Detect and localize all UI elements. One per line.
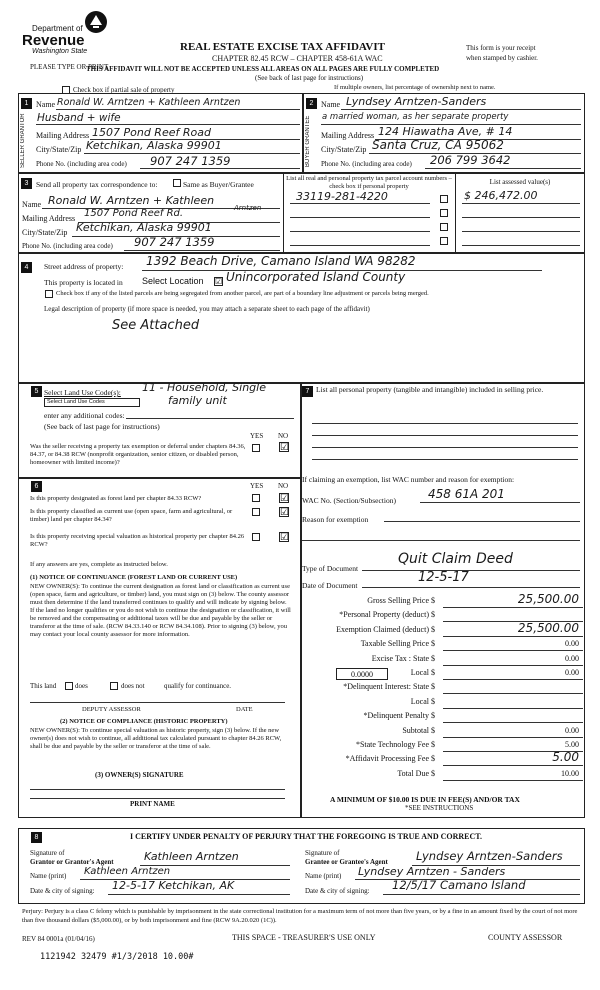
seller-city-state-zip[interactable]: Ketchikan, Alaska 99901 xyxy=(86,139,222,152)
qualify-label: qualify for continuance. xyxy=(164,682,232,690)
receipt-note-1: This form is your receipt xyxy=(466,44,536,52)
s2-city-label: City/State/Zip xyxy=(321,145,367,154)
s1-name-label: Name xyxy=(36,100,56,109)
fee-row xyxy=(300,726,585,740)
fee-value[interactable]: 0.00 xyxy=(565,653,579,663)
segregated-checkbox[interactable] xyxy=(45,290,53,298)
fee-label: Local $ xyxy=(410,668,435,677)
legal-description[interactable]: See Attached xyxy=(112,318,200,333)
grantee-sig-label-1: Signature of xyxy=(305,849,340,857)
current-use-question: Is this property classified as current use (open space, farm and agricultural, or timber) land per chapter 84.34? xyxy=(30,508,233,523)
parcel-header: List all real and personal property tax parcel account numbers – check box if personal property xyxy=(286,175,452,190)
historic-yes-checkbox[interactable] xyxy=(252,533,260,541)
buyer-grantee-tab: BUYER GRANTEE xyxy=(305,115,311,167)
wac-number[interactable]: 458 61A 201 xyxy=(428,487,505,501)
section-8-number: 8 xyxy=(31,832,42,843)
seller-grantor-tab: SELLER GRANTOR xyxy=(20,113,26,169)
dor-logo-icon xyxy=(84,10,108,34)
personal-property-checkbox-3[interactable] xyxy=(440,223,448,231)
treasurer-use-label: THIS SPACE - TREASURER'S USE ONLY xyxy=(232,933,376,942)
wac-label: WAC No. (Section/Subsection) xyxy=(302,496,396,505)
s6-no: NO xyxy=(278,482,289,490)
section-4-number: 4 xyxy=(21,262,32,273)
buyer-relationship[interactable]: a married woman, as her separate property xyxy=(322,112,509,122)
fee-value[interactable]: 10.00 xyxy=(561,768,579,778)
does-label: does xyxy=(75,682,88,690)
notice-compliance-title: (2) NOTICE OF COMPLIANCE (HISTORIC PROPERTY) xyxy=(60,718,228,725)
section-5-number: 5 xyxy=(31,386,42,397)
dept-line2: Revenue xyxy=(22,32,85,49)
doc-date-label: Date of Document xyxy=(302,581,358,590)
if-yes-note: If any answers are yes, complete as instructed below. xyxy=(30,561,168,568)
county-assessor-label: COUNTY ASSESSOR xyxy=(488,933,563,942)
fee-row xyxy=(300,711,585,725)
s5-see-back: (See back of last page for instructions) xyxy=(44,422,160,431)
section-6-number: 6 xyxy=(31,481,42,492)
land-use-label: Select Land Use Code(s): xyxy=(44,388,121,397)
grantee-name-label: Name (print) xyxy=(305,872,342,880)
deputy-assessor-label: DEPUTY ASSESSOR xyxy=(82,706,141,713)
section-6-forest-historic xyxy=(18,478,301,818)
section-7-number: 7 xyxy=(302,386,313,397)
form-title: REAL ESTATE EXCISE TAX AFFIDAVIT xyxy=(180,41,385,53)
multiple-owners-note: If multiple owners, list percentage of ownership next to name. xyxy=(334,84,496,91)
fee-label: *Affidavit Processing Fee $ xyxy=(345,754,435,764)
fee-row xyxy=(300,682,585,696)
s3-phone-label: Phone No. (including area code) xyxy=(22,242,113,250)
current-use-no-checkbox[interactable]: ☑ xyxy=(280,507,289,518)
street-label: Street address of property: xyxy=(44,262,124,271)
current-use-yes-checkbox[interactable] xyxy=(252,508,260,516)
fee-row xyxy=(300,654,585,668)
partial-sale-label: Check box if partial sale of property xyxy=(73,86,175,94)
s2-mail-label: Mailing Address xyxy=(321,131,375,140)
land-does-checkbox[interactable] xyxy=(65,682,73,690)
grantor-sig-label-1: Signature of xyxy=(30,849,65,857)
header-see-back: (See back of last page for instructions) xyxy=(255,74,364,82)
fee-value[interactable]: 5.00 xyxy=(552,750,579,765)
fee-label: Total Due $ xyxy=(397,768,435,778)
property-location[interactable]: Unincorporated Island County xyxy=(226,270,406,284)
correspondence-city[interactable]: Ketchikan, Alaska 99901 xyxy=(76,221,212,234)
parcel-number[interactable]: 33119-281-4220 xyxy=(296,190,388,203)
print-name-label: PRINT NAME xyxy=(130,800,175,808)
land-use-code[interactable]: 11 - Household, Single xyxy=(142,381,266,394)
section-1-number: 1 xyxy=(21,98,32,109)
grantee-date-city[interactable]: 12/5/17 Camano Island xyxy=(392,878,526,892)
correspondence-name[interactable]: Ronald W. Arntzen + Kathleen xyxy=(48,194,215,207)
s5-yes: YES xyxy=(250,432,264,440)
personal-property-checkbox-2[interactable] xyxy=(440,209,448,217)
fee-value[interactable]: 25,500.00 xyxy=(517,620,579,635)
does-not-label: does not xyxy=(121,682,145,690)
seller-mailing-address[interactable]: 1507 Pond Reef Road xyxy=(92,126,211,139)
dept-line1: Department of xyxy=(32,24,83,33)
section-2-number: 2 xyxy=(306,98,317,109)
fee-label: Local $ xyxy=(410,696,435,706)
fee-value[interactable]: 0.00 xyxy=(565,639,579,649)
local-rate-box[interactable]: 0.0000 xyxy=(336,668,388,680)
grantor-sig-label-2: Grantor or Grantor's Agent xyxy=(30,858,114,866)
certify-statement: I CERTIFY UNDER PENALTY OF PERJURY THAT THE FOREGOING IS TRUE AND CORRECT. xyxy=(130,832,483,841)
see-instructions-note: *SEE INSTRUCTIONS xyxy=(405,804,474,812)
fee-row xyxy=(300,639,585,653)
located-label: This property is located in xyxy=(44,278,123,287)
fee-value[interactable]: 5.00 xyxy=(565,740,579,749)
same-as-buyer-label: Same as Buyer/Grantee xyxy=(183,180,254,189)
fee-label: Exemption Claimed (deduct) $ xyxy=(336,624,435,634)
fee-row xyxy=(300,740,585,754)
fee-label: Gross Selling Price $ xyxy=(367,596,435,605)
form-chapter: CHAPTER 82.45 RCW – CHAPTER 458-61A WAC xyxy=(212,54,383,63)
form-warning: THIS AFFIDAVIT WILL NOT BE ACCEPTED UNLESS ALL AREAS ON ALL PAGES ARE FULLY COMPLETED xyxy=(86,65,440,73)
fee-label: *Delinquent Interest: State $ xyxy=(343,682,435,692)
fee-label: Subtotal $ xyxy=(402,725,435,735)
forest-no-checkbox[interactable]: ☑ xyxy=(280,493,289,504)
seller-name[interactable]: Ronald W. Arntzen + Kathleen Arntzen xyxy=(57,97,241,108)
s1-mail-label: Mailing Address xyxy=(36,131,90,140)
notice-compliance-body: NEW OWNER(S): To continue special valuation as historic property, sign (3) below. If the new owner(s) does not wish to continue, all additional tax calculated pursuant to chapter 84.26 RCW, shall be due and payable by the seller or transferor at the time of sale. xyxy=(30,727,282,750)
exemption-yes-checkbox[interactable] xyxy=(252,444,260,452)
notice-continuance-title: (1) NOTICE OF CONTINUANCE (FOREST LAND OR CURRENT USE) xyxy=(30,574,238,581)
fee-value[interactable]: 0.00 xyxy=(565,668,579,677)
perjury-notice: Perjury: Perjury is a class C felony which is punishable by imprisonment in the state correctional institution for a maximum term of not more than five years, or by a fine in an amount fixed by the court of not more than five thousand dollars ($5,000.00), or by both imprisonment and fine (RCW 9A.20.020 (1C)). xyxy=(22,908,578,924)
assessed-header: List assessed value(s) xyxy=(489,178,551,186)
select-location-label[interactable]: Select Location xyxy=(142,276,204,286)
buyer-mailing-address[interactable]: 124 Hiawatha Ave, # 14 xyxy=(378,125,513,138)
section-3-number: 3 xyxy=(21,178,32,189)
historic-no-checkbox[interactable]: ☑ xyxy=(280,532,289,543)
grantee-print-name[interactable]: Lyndsey Arntzen - Sanders xyxy=(358,865,506,878)
fee-row xyxy=(300,592,585,610)
exemption-no-checkbox[interactable]: ☑ xyxy=(280,442,289,453)
dor-logo xyxy=(22,10,122,62)
s3-city-label: City/State/Zip xyxy=(22,228,68,237)
grantor-signature[interactable]: Kathleen Arntzen xyxy=(144,850,239,863)
land-does-not-checkbox[interactable] xyxy=(110,682,118,690)
legal-description-label: Legal description of property (if more space is needed, you may attach a separate sheet to each page of the affidavit) xyxy=(44,305,370,313)
s5-no: NO xyxy=(278,432,289,440)
assessed-value[interactable]: $ 246,472.00 xyxy=(464,189,538,202)
fee-value[interactable]: 0.00 xyxy=(565,725,579,735)
fee-row xyxy=(300,620,585,639)
s2-name-label: Name xyxy=(321,100,341,109)
s6-yes: YES xyxy=(250,482,264,490)
send-to-label: Send all property tax correspondence to: xyxy=(36,180,158,189)
personal-property-label: List all personal property (tangible and intangible) included in selling price. xyxy=(316,385,544,394)
correspondence-mailing[interactable]: 1507 Pond Reef Rd. xyxy=(84,208,184,219)
owner-signature-label: (3) OWNER(S) SIGNATURE xyxy=(95,771,184,779)
s1-phone-label: Phone No. (including area code) xyxy=(36,160,127,168)
dept-line3: Washington State xyxy=(32,48,88,55)
additional-codes-label: enter any additional codes: xyxy=(44,411,125,420)
fee-label: Excise Tax : State $ xyxy=(371,653,435,663)
segregated-label: Check box if any of the listed parcels are being segregated from another parcel, are part of a boundary line adjustment or parcels being merged. xyxy=(56,290,429,297)
historic-question: Is this property receiving special valuation as historical property per chapter 84.26 RCW? xyxy=(30,533,245,548)
buyer-city-state-zip[interactable]: Santa Cruz, CA 95062 xyxy=(372,138,504,152)
correspondence-phone[interactable]: 907 247 1359 xyxy=(134,235,215,249)
exemption-claim-label: If claiming an exemption, list WAC number and reason for exemption: xyxy=(302,475,515,484)
forest-yes-checkbox[interactable] xyxy=(252,494,260,502)
document-type[interactable]: Quit Claim Deed xyxy=(398,551,513,567)
document-date[interactable]: 12-5-17 xyxy=(418,570,469,585)
correspondence-name-extra: Arntzen xyxy=(234,204,262,212)
location-dropdown-checked[interactable]: ☑ xyxy=(215,277,223,286)
s3-mail-label: Mailing Address xyxy=(22,214,76,223)
land-use-select[interactable]: Select Land Use Codes xyxy=(44,398,140,407)
s1-city-label: City/State/Zip xyxy=(36,145,82,154)
grantor-name-label: Name (print) xyxy=(30,872,67,880)
fee-label: *State Technology Fee $ xyxy=(355,740,435,749)
s2-phone-label: Phone No. (including area code) xyxy=(321,160,412,168)
grantee-sig-label-2: Grantee or Grantee's Agent xyxy=(305,858,388,866)
receipt-note-2: when stamped by cashier. xyxy=(466,54,538,62)
forest-land-question: Is this property designated as forest land per chapter 84.33 RCW? xyxy=(30,495,202,502)
rev-number: REV 84 0001a (01/04/16) xyxy=(22,935,95,943)
fee-row xyxy=(300,750,585,768)
seller-phone[interactable]: 907 247 1359 xyxy=(150,154,231,168)
seller-relationship[interactable]: Husband + wife xyxy=(37,112,121,124)
fee-label: Taxable Selling Price $ xyxy=(360,639,435,649)
grantor-date-label: Date & city of signing: xyxy=(30,887,95,895)
grantor-print-name[interactable]: Kathleen Arntzen xyxy=(84,866,171,877)
minimum-due-note: A MINIMUM OF $10.00 IS DUE IN FEE(S) AND/OR TAX xyxy=(330,795,520,804)
fee-label: *Personal Property (deduct) $ xyxy=(339,610,435,620)
reason-label: Reason for exemption xyxy=(302,515,369,524)
property-street-address[interactable]: 1392 Beach Drive, Camano Island WA 98282 xyxy=(146,254,416,268)
grantee-date-label: Date & city of signing: xyxy=(305,887,370,895)
grantee-signature[interactable]: Lyndsey Arntzen-Sanders xyxy=(416,849,563,863)
this-land-label: This land xyxy=(30,682,57,690)
fee-row xyxy=(300,668,585,682)
personal-property-checkbox-4[interactable] xyxy=(440,237,448,245)
buyer-name[interactable]: Lyndsey Arntzen-Sanders xyxy=(346,95,487,108)
grantor-date-city[interactable]: 12-5-17 Ketchikan, AK xyxy=(112,879,235,892)
fee-label: *Delinquent Penalty $ xyxy=(363,711,435,721)
doc-type-label: Type of Document xyxy=(302,564,359,573)
buyer-phone[interactable]: 206 799 3642 xyxy=(430,153,511,167)
same-as-buyer-checkbox[interactable] xyxy=(173,179,181,187)
notice-continuance-body: NEW OWNER(S): To continue the current designation as forest land or classification as current use (open space, farm and agriculture, or timber) land, you must sign on (3) below. The county assessor must then determine if the land transferred continues to qualify and will indicate by signing below. If the land no longer qualifies or you do not wish to continue the designation or classification, it will be removed and the compensating or additional taxes will be due and payable by the seller or transferor at the time of sale. (RCW 84.33.140 or RCW 84.34.108). Prior to signing (3) below, you may contact your local county assessor for more information. xyxy=(30,583,291,638)
fee-row xyxy=(300,769,585,783)
land-use-code-2[interactable]: family unit xyxy=(168,394,227,407)
please-type: PLEASE TYPE OR PRINT xyxy=(30,63,109,71)
personal-property-checkbox-1[interactable] xyxy=(440,195,448,203)
fee-value[interactable]: 25,500.00 xyxy=(517,592,579,606)
deputy-date-label: DATE xyxy=(236,706,253,713)
exemption-question: Was the seller receiving a property tax exemption or deferral under chapters 84.36, 84.37, or 84.38 RCW (nonprofit organization, senior citizen, or disabled person, homeowner with limited income)? xyxy=(30,443,246,466)
fee-row xyxy=(300,697,585,711)
receipt-stamp: 1121942 32479 #1/3/2018 10.00# xyxy=(40,952,194,962)
s3-name-label: Name xyxy=(22,200,42,209)
